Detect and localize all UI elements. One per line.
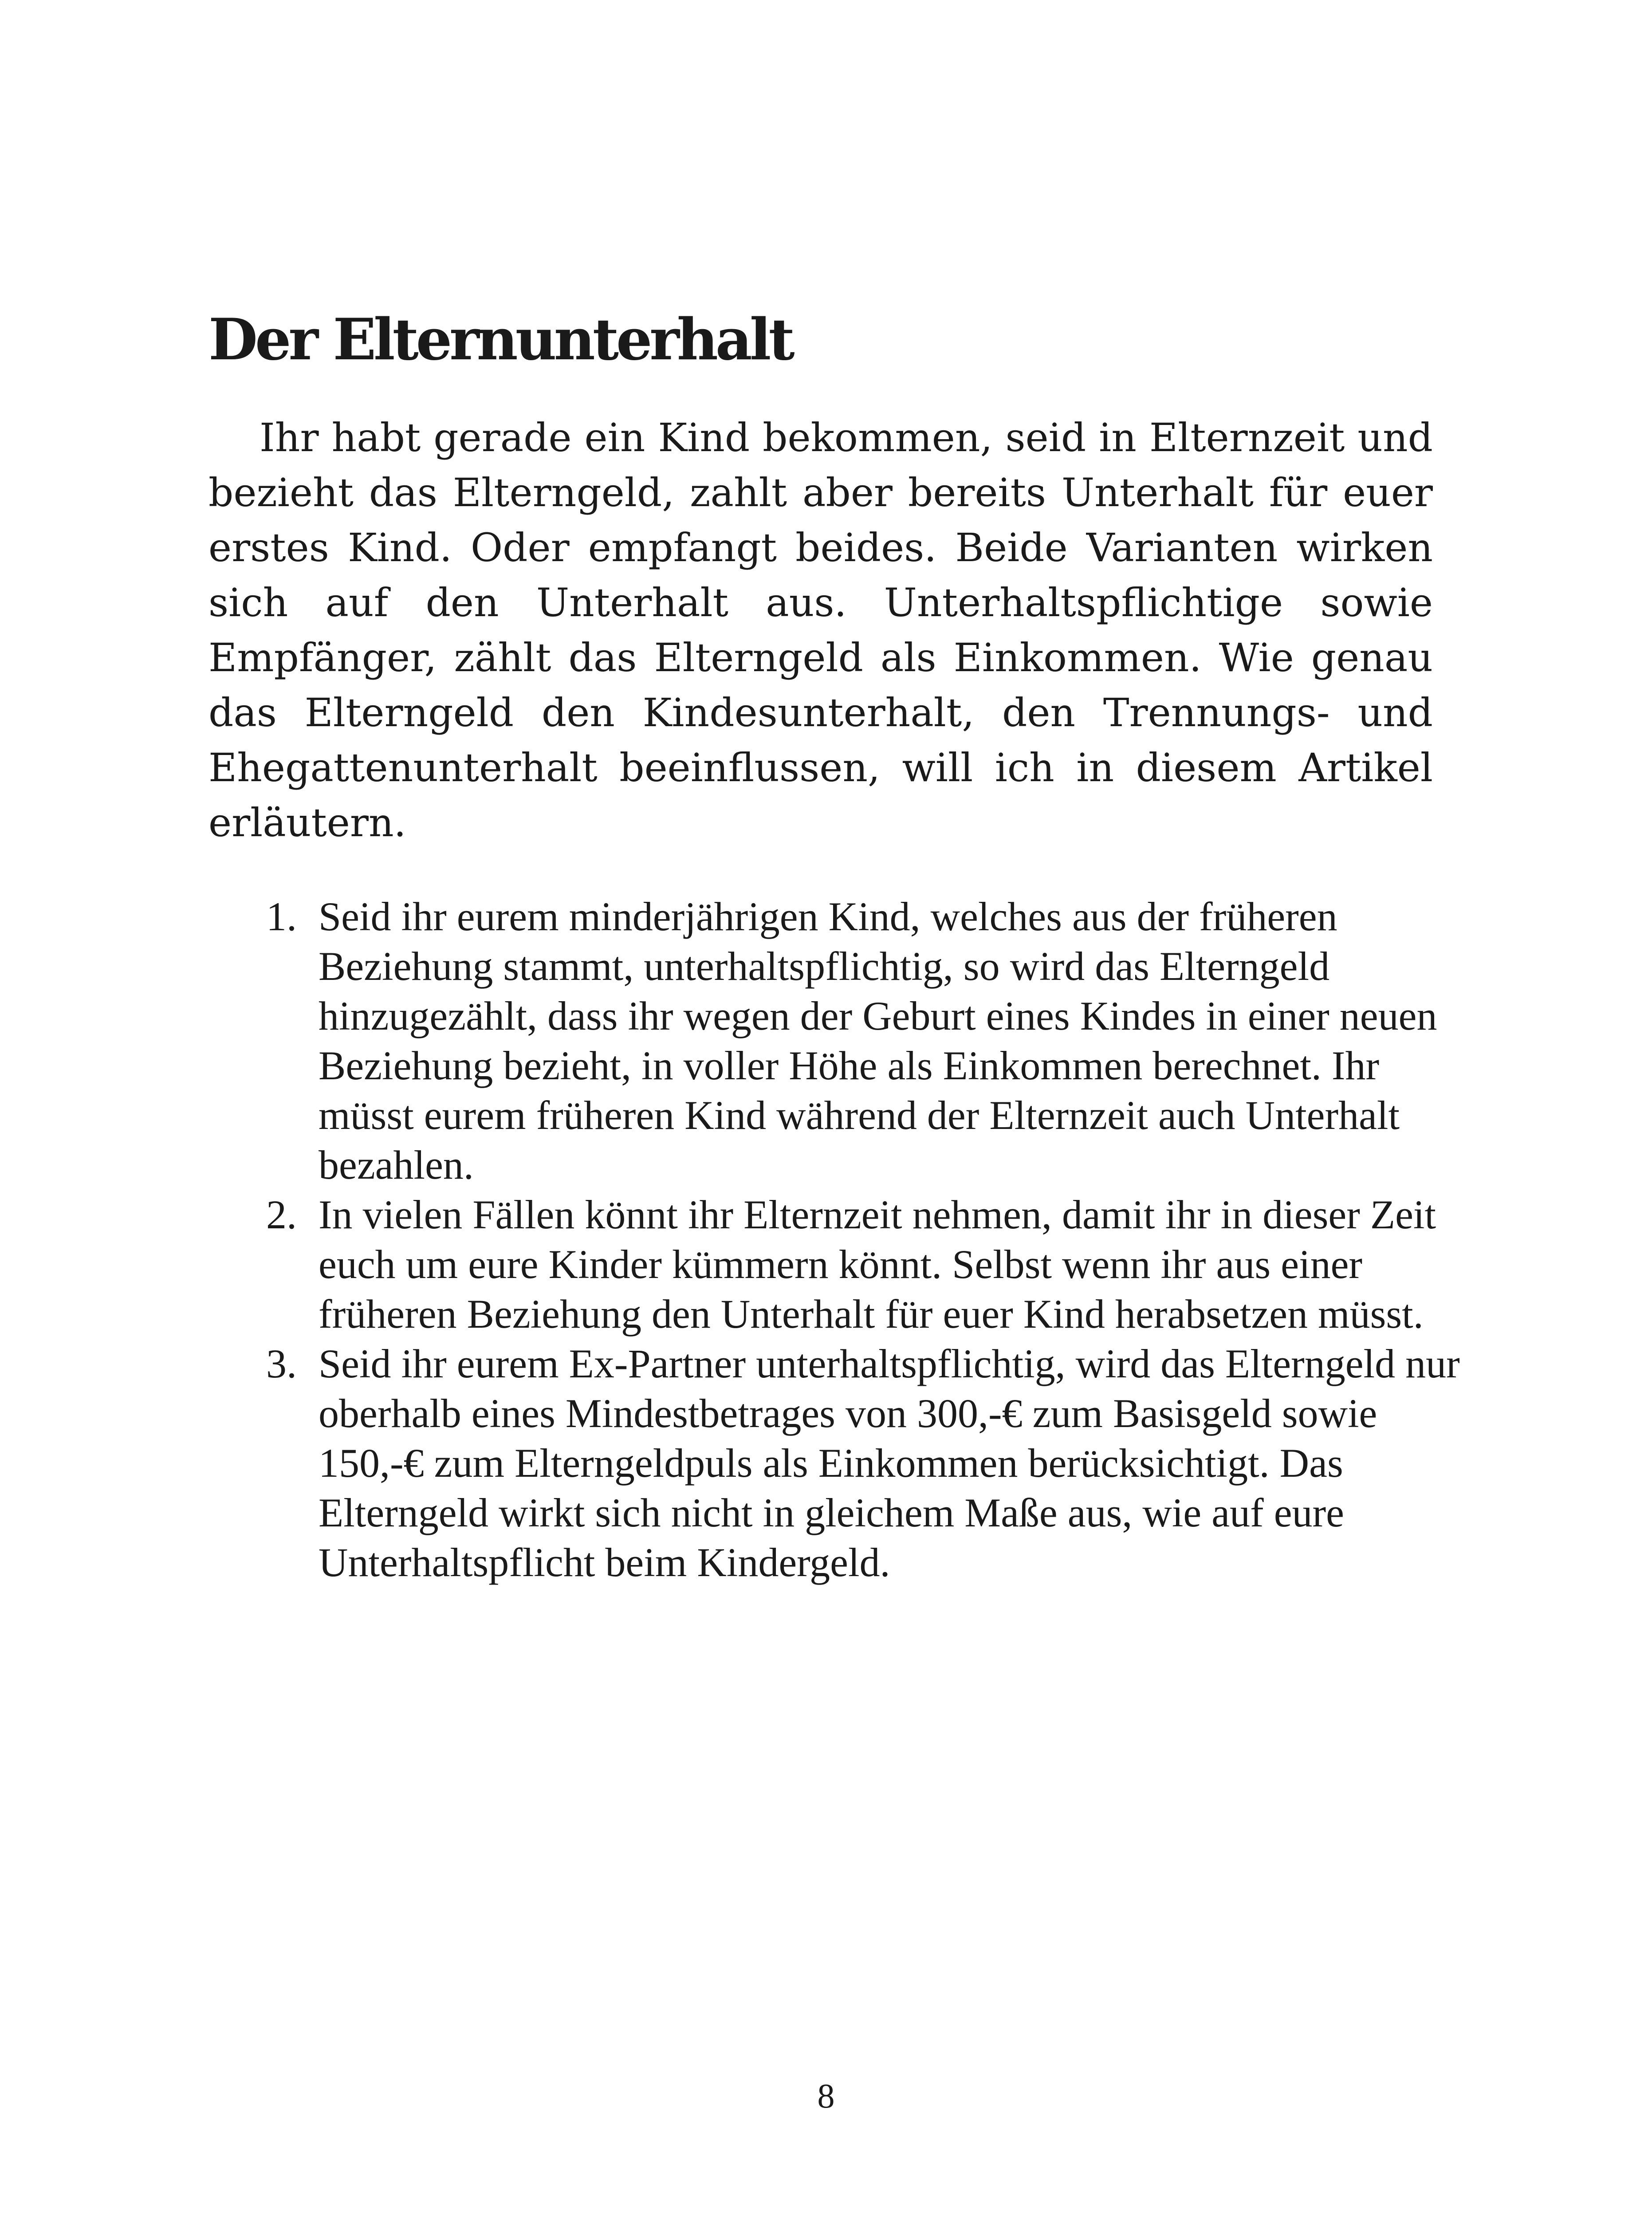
list-item-number: 2. [266,1192,297,1237]
page-title: Der Elternunterhalt [208,307,792,373]
list-item-number: 3. [266,1341,297,1386]
list-item-text: In vielen Fällen könnt ihr Elternzeit nehmen, damit ihr in dieser Zeit euch um eure Kinder kümmern könnt. Selbst wenn ihr aus einer früheren Beziehung den Unterhalt für euer Kind herabsetzen müsst. [319,1192,1436,1337]
intro-paragraph: Ihr habt gerade ein Kind bekommen, seid in Elternzeit und bezieht das Elterngeld, zahlt aber bereits Unterhalt für euer erstes Kind. Oder empfangt beides. Beide Varianten wirken sich auf den Unterhalt aus. Unterhaltspflichtige sowie Empfänger, zählt das Elterngeld als Einkommen. Wie genau das Elterngeld den Kindesunterhalt, den Trennungs- und Ehegattenunterhalt beeinflussen, will ich in diesem Artikel erläutern. [208,415,1433,846]
list-item [266,1190,1464,1339]
numbered-list [266,892,1464,1587]
list-item [266,1339,1464,1587]
list-item-text: Seid ihr eurem minderjährigen Kind, welches aus der früheren Beziehung stammt, unterhaltspflichtig, so wird das Elterngeld hinzugezählt, dass ihr wegen der Geburt eines Kindes in einer neuen Beziehung bezieht, in voller Höhe als Einkommen berechnet. Ihr müsst eurem früheren Kind während der Elternzeit auch Unterhalt bezahlen. [319,894,1437,1188]
list-item [266,892,1464,1190]
list-item-text: Seid ihr eurem Ex-Partner unterhaltspflichtig, wird das Elterngeld nur oberhalb eines Mindestbetrages von 300,-€ zum Basisgeld sowie 150,-€ zum Elterngeldpuls als Einkommen berücksichtigt. Das Elterngeld wirkt sich nicht in gleichem Maße aus, wie auf eure Unterhaltspflicht beim Kindergeld. [319,1341,1460,1585]
list-item-number: 1. [266,894,297,939]
page-number: 8 [817,2076,835,2115]
